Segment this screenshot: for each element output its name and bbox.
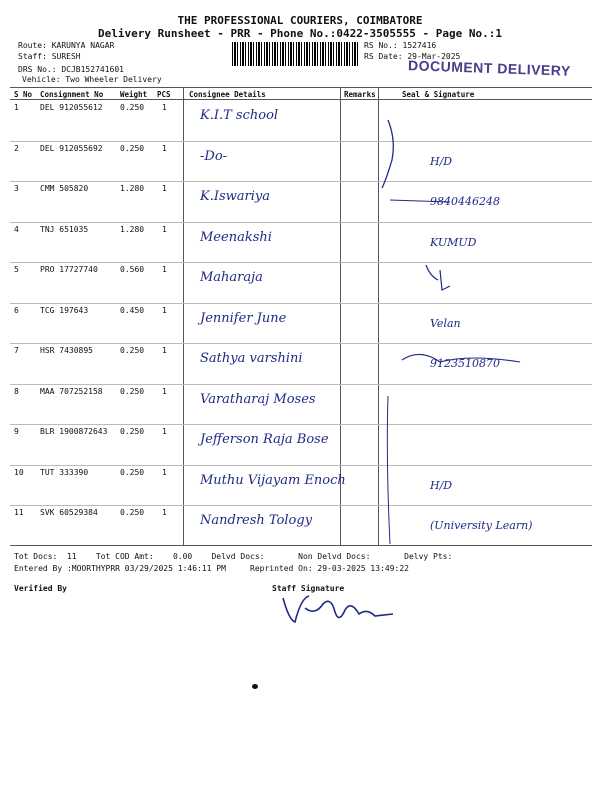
verified-by-label: Verified By [14,584,67,593]
row-weight: 0.250 [120,427,145,436]
table-bottom-border [10,545,592,546]
row-consignee-handwritten: Varatharaj Moses [200,391,316,407]
col-consignee: Consignee Details [189,90,266,99]
row-sno: 3 [14,184,19,193]
row-seal-handwritten: Velan [430,316,461,330]
col-remarks: Remarks [344,90,376,99]
row-sno: 11 [14,508,24,517]
staff-signature-label: Staff Signature [272,584,345,593]
row-sno: 7 [14,346,19,355]
seal-signature-marks [380,100,592,545]
row-consignment-no: TUT 333390 [40,467,89,477]
row-sno: 10 [14,467,24,477]
row-consignment-no: TCG 197643 [40,305,89,315]
row-sno: 9 [14,427,19,436]
row-consignment-no: BLR 1900872643 [40,427,108,436]
row-seal-handwritten: (University Learn) [430,519,533,532]
route-label: Route: KARUNYA NAGAR [18,41,115,50]
row-weight: 0.250 [120,143,145,153]
entered-by-line: Entered By :MOORTHYPRR 03/29/2025 1:46:11 PM Reprinted On: 29-03-2025 13:49:22 [14,564,409,573]
row-sno: 8 [14,386,19,396]
row-seal-handwritten: 9840446248 [430,195,500,208]
row-consignment-no: HSR 7430895 [40,346,93,355]
rs-date: RS Date: 29-Mar-2025 [364,52,461,61]
row-weight: 0.250 [120,508,145,517]
row-weight: 0.450 [120,305,145,315]
row-consignee-handwritten: Maharaja [200,270,263,285]
col-divider [378,87,379,545]
row-seal-handwritten: 9123510870 [430,357,500,370]
row-consignment-no: CMM 505820 [40,184,89,193]
row-weight: 0.250 [120,386,145,396]
row-weight: 1.280 [120,184,145,193]
col-consignment: Consignment No [40,90,104,99]
row-consignment-no: TNJ 651035 [40,224,89,234]
document-delivery-stamp: DOCUMENT DELIVERY [407,57,572,79]
col-seal-signature: Seal & Signature [402,90,475,99]
row-sno: 6 [14,305,19,315]
row-consignment-no: PRO 17727740 [40,265,98,274]
vehicle-label: Vehicle: Two Wheeler Delivery [22,75,162,84]
row-pcs: 1 [162,224,167,234]
drs-number: DRS No.: DCJB152741601 [18,65,124,74]
row-pcs: 1 [162,265,167,274]
staff-label: Staff: SURESH [18,52,81,61]
runsheet-subtitle: Delivery Runsheet - PRR - Phone No.:0422-3505555 - Page No.:1 [98,27,502,40]
row-pcs: 1 [162,508,167,517]
row-weight: 1.280 [120,224,145,234]
company-title: THE PROFESSIONAL COURIERS, COIMBATORE [177,14,423,27]
row-pcs: 1 [162,427,167,436]
row-consignee-handwritten: Meenakshi [200,229,272,245]
table-top-border [10,87,592,88]
row-consignee-handwritten: Jefferson Raja Bose [200,432,329,447]
row-consignee-handwritten: K.Iswariya [200,189,270,204]
row-sno: 4 [14,224,19,234]
totals-line: Tot Docs: 11 Tot COD Amt: 0.00 Delvd Docs: Non Delvd Docs: Delvy Pts: [14,552,453,561]
rs-number: RS No.: 1527416 [364,41,437,50]
row-pcs: 1 [162,386,167,396]
row-consignee-handwritten: Sathya varshini [200,351,303,366]
col-weight: Weight [120,90,148,99]
row-seal-handwritten: H/D [430,154,453,168]
row-consignment-no: DEL 912055692 [40,143,103,153]
row-consignee-handwritten: -Do- [200,148,228,164]
row-pcs: 1 [162,184,167,193]
row-consignee-handwritten: Jennifer June [200,310,287,326]
row-consignment-no: DEL 912055612 [40,103,103,112]
row-pcs: 1 [162,346,167,355]
row-sno: 1 [14,103,19,112]
row-consignee-handwritten: K.I.T school [200,108,279,123]
row-consignee-handwritten: Nandresh Tology [200,513,313,528]
row-sno: 2 [14,143,19,153]
col-pcs: PCS [157,90,171,99]
col-divider [183,87,184,545]
ink-dot [252,684,258,689]
row-consignment-no: MAA 707252158 [40,386,103,396]
barcode [232,42,358,66]
row-pcs: 1 [162,305,167,315]
staff-signature-scribble [275,590,405,630]
row-consignment-no: SVK 60529384 [40,508,98,517]
row-weight: 0.560 [120,265,145,274]
row-weight: 0.250 [120,103,145,112]
row-seal-handwritten: KUMUD [430,235,477,249]
row-pcs: 1 [162,103,167,112]
row-seal-handwritten: H/D [430,478,453,492]
row-pcs: 1 [162,143,167,153]
row-weight: 0.250 [120,346,145,355]
row-consignee-handwritten: Muthu Vijayam Enoch [200,472,346,488]
row-sno: 5 [14,265,19,274]
row-pcs: 1 [162,467,167,477]
col-sno: S No [14,90,33,99]
row-weight: 0.250 [120,467,145,477]
